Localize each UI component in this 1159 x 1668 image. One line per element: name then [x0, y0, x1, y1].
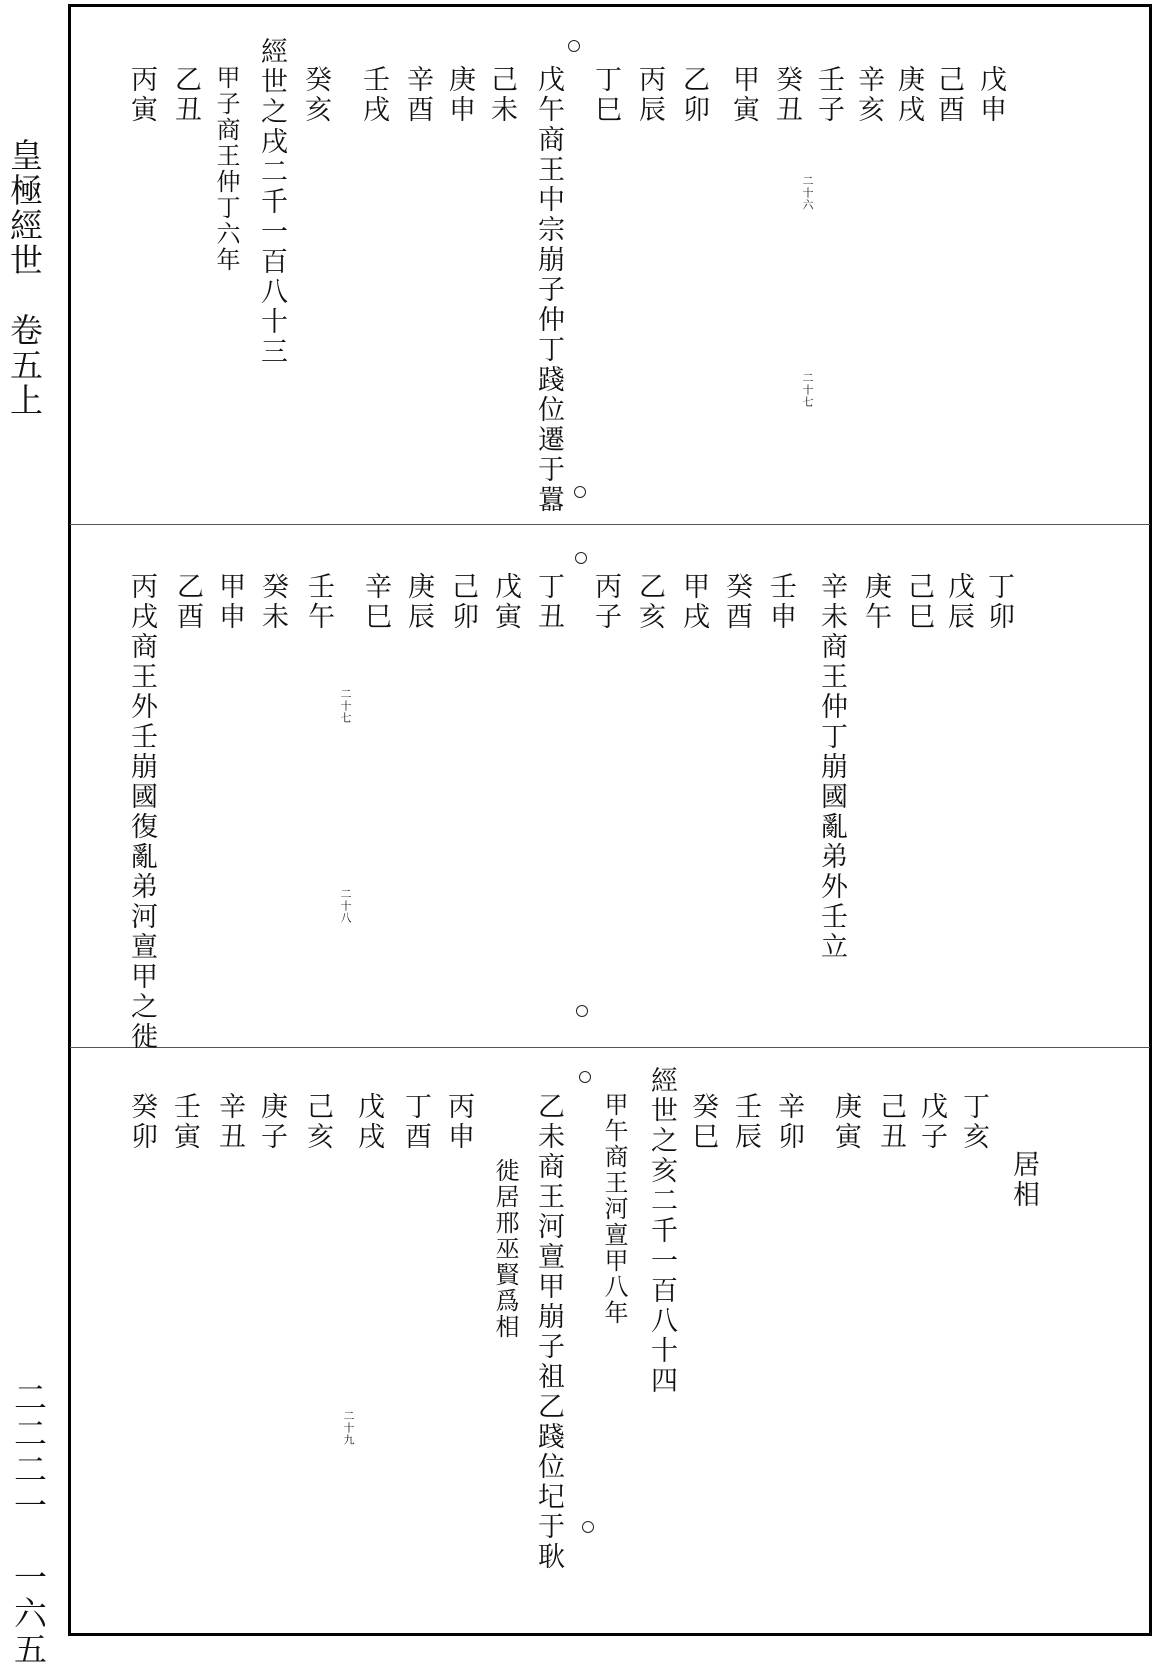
year-entry: 戊辰 — [943, 572, 974, 632]
section-heading: 居相 — [1008, 1150, 1039, 1210]
circle-mark — [582, 1521, 594, 1533]
circle-mark — [575, 552, 587, 564]
event-entry: 甲午商王河亶甲八年 — [600, 1092, 628, 1326]
event-entry: 戊午商王中宗崩子仲丁踐位遷于囂 — [533, 65, 564, 515]
year-entry: 乙卯 — [678, 65, 709, 125]
event-entry: 甲子商王仲丁六年 — [212, 65, 240, 273]
circle-mark — [574, 486, 586, 498]
circle-mark — [576, 1005, 588, 1017]
year-entry: 己卯 — [447, 572, 478, 632]
year-entry: 壬午 — [303, 572, 334, 632]
year-entry: 丙子 — [590, 572, 621, 632]
circle-mark — [568, 40, 580, 52]
year-entry: 庚戌 — [893, 65, 924, 125]
event-entry-continuation: 徙居邢巫賢爲相 — [491, 1158, 519, 1340]
circle-mark — [579, 1071, 591, 1083]
year-entry: 辛巳 — [360, 572, 391, 632]
year-entry: 壬辰 — [730, 1092, 761, 1152]
marker-number: 二十六 — [801, 175, 814, 211]
cycle-heading: 經世之戌二千一百八十三 — [256, 37, 287, 367]
year-entry: 丙申 — [443, 1092, 474, 1152]
year-entry: 癸卯 — [126, 1092, 157, 1152]
year-entry: 戊戌 — [353, 1092, 384, 1152]
year-entry: 壬申 — [765, 572, 796, 632]
year-entry: 丁丑 — [533, 572, 564, 632]
year-entry: 乙亥 — [634, 572, 665, 632]
year-entry: 丙辰 — [634, 65, 665, 125]
year-entry: 庚寅 — [830, 1092, 861, 1152]
event-entry: 辛未商王仲丁崩國亂弟外壬立 — [816, 572, 847, 962]
year-entry: 辛亥 — [853, 65, 884, 125]
year-entry: 癸亥 — [300, 65, 331, 125]
year-entry: 癸丑 — [771, 65, 802, 125]
page-number: 二二二一 一六五 — [9, 1380, 48, 1668]
marker-number: 二十七 — [801, 372, 814, 408]
year-entry: 庚午 — [860, 572, 891, 632]
marker-number: 二十八 — [339, 888, 352, 924]
marker-number: 二十七 — [339, 688, 352, 724]
event-entry: 乙未商王河亶甲崩子祖乙踐位圮于耿 — [533, 1092, 564, 1572]
year-entry: 壬子 — [813, 65, 844, 125]
year-entry: 戊申 — [975, 65, 1006, 125]
year-entry: 庚子 — [256, 1092, 287, 1152]
book-title: 皇極經世 卷五上 — [5, 138, 44, 418]
year-entry: 乙酉 — [172, 572, 203, 632]
year-entry: 辛酉 — [402, 65, 433, 125]
year-entry: 己未 — [486, 65, 517, 125]
year-entry: 戊寅 — [490, 572, 521, 632]
year-entry: 丁巳 — [590, 65, 621, 125]
event-entry: 丙戌商王外壬崩國復亂弟河亶甲之徙 — [126, 572, 157, 1052]
year-entry: 乙丑 — [170, 65, 201, 125]
year-entry: 庚辰 — [403, 572, 434, 632]
year-entry: 甲戌 — [678, 572, 709, 632]
year-entry: 甲寅 — [728, 65, 759, 125]
year-entry: 甲申 — [214, 572, 245, 632]
year-entry: 壬寅 — [169, 1092, 200, 1152]
year-entry: 丁卯 — [983, 572, 1014, 632]
year-entry: 壬戌 — [358, 65, 389, 125]
year-entry: 辛丑 — [214, 1092, 245, 1152]
section-divider — [70, 1047, 1150, 1048]
year-entry: 癸巳 — [687, 1092, 718, 1152]
section-divider — [70, 524, 1150, 525]
year-entry: 辛卯 — [773, 1092, 804, 1152]
year-entry: 己巳 — [903, 572, 934, 632]
year-entry: 丙寅 — [126, 65, 157, 125]
year-entry: 丁酉 — [400, 1092, 431, 1152]
year-entry: 癸未 — [257, 572, 288, 632]
year-entry: 癸酉 — [721, 572, 752, 632]
year-entry: 己丑 — [875, 1092, 906, 1152]
cycle-heading: 經世之亥二千一百八十四 — [646, 1066, 677, 1396]
year-entry: 戊子 — [916, 1092, 947, 1152]
year-entry: 庚申 — [444, 65, 475, 125]
year-entry: 己酉 — [933, 65, 964, 125]
marker-number: 二十九 — [342, 1410, 355, 1446]
year-entry: 丁亥 — [958, 1092, 989, 1152]
year-entry: 己亥 — [302, 1092, 333, 1152]
